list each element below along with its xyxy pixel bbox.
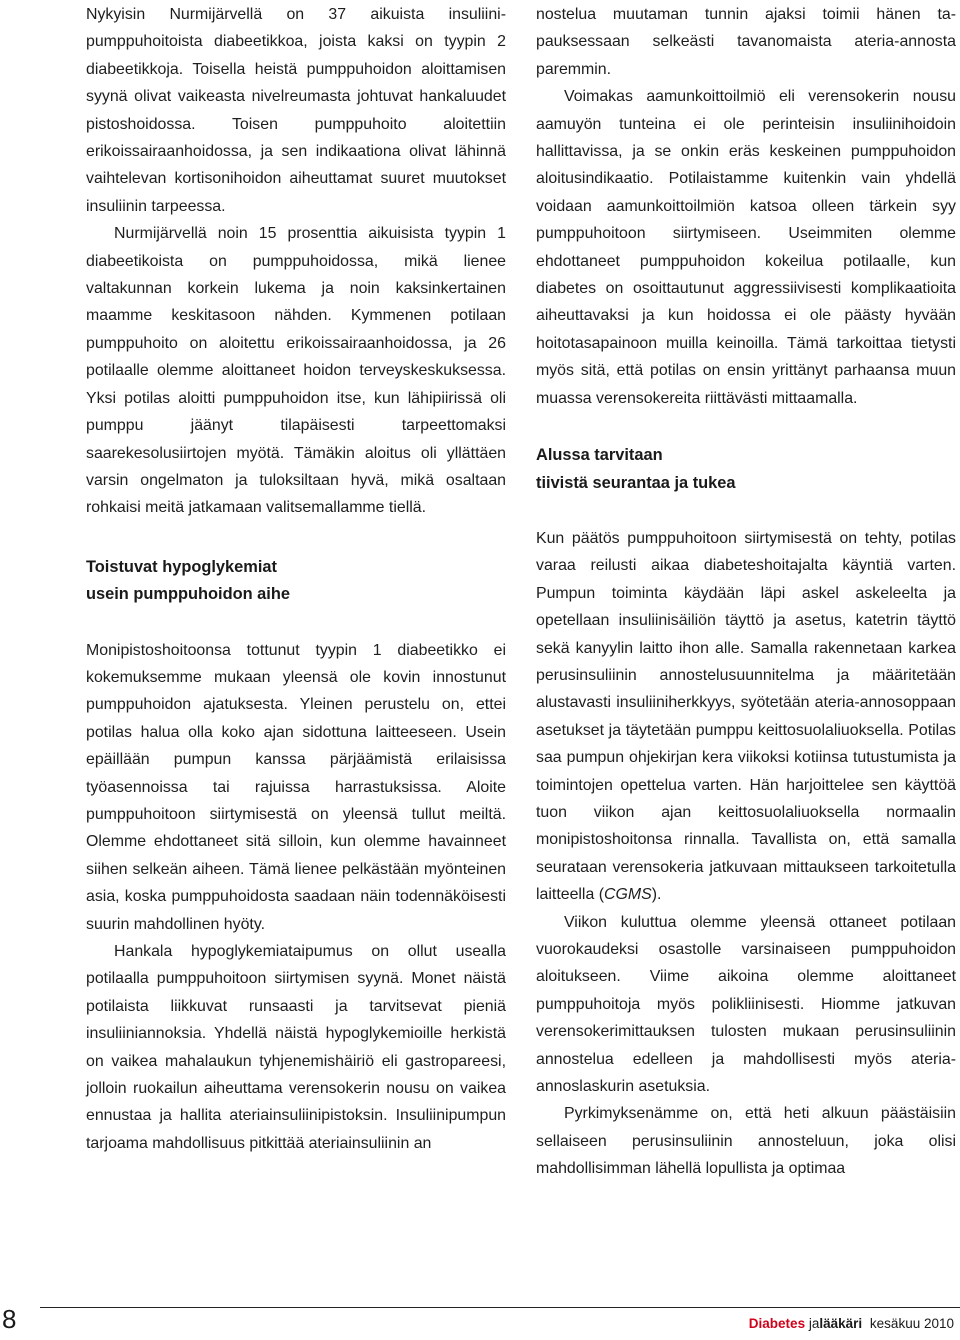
page-footer [0, 1302, 960, 1340]
paragraph: Voimakas aamunkoittoilmiö eli verensokerin nousu aamuyön tunteina ei ole perinteisin insuliinihoidoin hallittavissa, ja se onkin eräs keskeinen pumppuhoidon aloitusindikaatio. Potilaistamme kuitenkin vain yhdellä voidaan aamunkoittoilmiön katsoa olleen tärkein syy pumppuhoitoon siirtymiseen. Useimmiten olemme ehdottaneet pumppuhoidon kokeilua potilaalle, kun diabetes on osoittautunut aggressiivisesti komplikaatioita aiheuttavaksi ja kun hoidossa ei ole päästy hyvään hoitotasapainoon muilla keinoilla. Tämä tarkoittaa tietysti myös sitä, että potilas on ensin yrittänyt parhaansa muun muassa verensokereita riittävästi mittaamalla. [536, 88, 956, 407]
text-run: ). [651, 886, 662, 904]
heading-line: Alussa tarvitaan [536, 446, 663, 465]
heading-line: Toistuvat hypoglykemiat [86, 557, 277, 576]
paragraph: Hankala hypoglykemiataipumus on ollut usealla potilaalla pumppuhoitoon siirtymisen syynä. Monet näistä potilaista liikkuvat runsaasti ja tarvitsevat pieniä insuliiniannoksia. Yhdellä näistä hypoglykemioille herkistä on vaikea mahalaukun tyhjenemishäiriö eli gastropareesi, jolloin ruokailun aiheuttama verensokerin nousu on vaikea ennustaa ja hallita ateriainsuliinipistoksin. Insuliinipumpun tarjoama mahdollisuus pitkittää ateriainsuliinin an [86, 943, 506, 1152]
brand-ja: ja [808, 1316, 820, 1331]
issue-date: kesäkuu 2010 [869, 1316, 954, 1331]
paragraph: Nurmijärvellä noin 15 prosenttia aikuisista tyypin 1 diabeetikoista on pumppuhoidossa, mikä lienee valtakunnan korkein lukema ja noin kaksinkertainen maamme keskitasoon nähden. Kymmenen potilaan pumppuhoito on aloitettu erikoissairaanhoidossa, ja 26 potilaalle olemme aloittaneet hoidon terveyskeskuksessa. Yksi potilas aloitti pumppuhoidon itse, kun lähipiirissä oli pumppu jäänyt tilapäisesti tarpeettomaksi saarekesolusiirtojen myötä. Tämäkin aloitus oli yllättäen varsin ongelmaton ja tuloksiltaan hyvä, mikä osaltaan rohkaisi meitä jatkamaan valitsemallamme tiellä. [86, 225, 506, 517]
paragraph [536, 525, 956, 909]
text-run: Kun päätös pumppuhoitoon siirtymisestä on tehty, potilas varaa reilusti aikaa diabeteshoitajalta käyntiä varten. Pumpun toiminta käydään läpi askel askeleelta ja opetellaan insuliinisäiliön täyttö ja asetus, katetrin täyttö sekä kanyylin laitto ihon alle. Samalla rakennetaan karkea perusinsuliinin annostelusuunnitelma ja määritetään alustavasti insuliiniherkkyys, syötetään ateria-annosoppaan asetukset ja täytetään pumppu keittosuolaliuoksella. Potilas saa pumpun ohjekirjan kera viikoksi kotiinsa tutustumista ja toimintojen opettelua varten. Hän harjoittelee sen käyttöä tuon viikon ajan keittosuolaliuoksella normaalin monipistoshoitonsa rinnalla. Tavallista on, että samalla seurataan verensokeria jatkuvaan mittaukseen tarkoitetulla laitteella ( [536, 529, 956, 904]
journal-masthead [749, 1315, 954, 1333]
footer-rule [40, 1307, 960, 1308]
paragraph: Monipistoshoitoonsa tottunut tyypin 1 diabeetikko ei kokemuksemme mukaan yleensä ole kovin innostunut pumppuhoidon ajatuksesta. Yleinen perustelu on, ettei potilas halua olla koko ajan sidottuna laitteeseen. Usein epäillään pumpun kanssa pärjäämistä erilaisissa työasennoissa tai rajuissa harrastuksissa. Aloite pumppuhoitoon siirtymisestä on yleensä tullut meiltä. Olemme ehdottaneet sitä silloin, kun olemme havainneet siihen selkeän aiheen. Tämä lienee pelkästään myönteinen asia, koska pumppuhoidosta saadaan näin todennäköisesti suurin mahdollinen hyöty. [86, 641, 506, 933]
paragraph: Nykyisin Nurmijärvellä on 37 aikuista insuliinipumppuhoitoista diabeetikkoa, joista kaksi on tyypin 2 diabeetikkoja. Toisella heistä pumppuhoidon aloittamisen syynä olivat vaikeasta nivelreumasta johtuvat hankaluudet pistoshoidossa. Toisen pumppuhoito aloitettiin erikoissairaanhoidossa, ja sen indikaationa olivat lähinnä vaihtelevan kortisonihoidon aiheuttamat suuret muutokset insuliinin tarpeessa. [86, 6, 506, 215]
right-column [536, 0, 956, 1183]
paragraph: Viikon kuluttua olemme yleensä ottaneet potilaan vuorokaudeksi osastolle varsinaiseen pumppuhoidon aloitukseen. Viime aikoina olemme aloittaneet pumppuhoitoja myös polikliinisesti. Hiomme jatkuvan verensokerimittauksen tulosten mukaan perusinsuliinin annostelua edelleen ja mahdollisesti myös ateria-annoslaskurin asetuksia. [536, 913, 956, 1096]
left-column [86, 0, 506, 1157]
heading-line: tiivistä seurantaa ja tukea [536, 473, 736, 492]
paragraph: Pyrkimyksenämme on, että heti alkuun päästäisiin sellaiseen perusinsuliinin annosteluun, joka olisi mahdollisimman lähellä lopullista ja optimaa [536, 1105, 956, 1178]
section-heading [86, 554, 506, 609]
brand-laakari: lääkäri [819, 1316, 863, 1331]
heading-line: usein pumppuhoidon aihe [86, 585, 290, 604]
page-number: 8 [2, 1304, 17, 1334]
brand-diabetes: Diabetes [748, 1316, 806, 1331]
paragraph: nostelua muutaman tunnin ajaksi toimii hänen tapauksessaan selkeästi tavanomaista ateria-annosta paremmin. [536, 6, 956, 78]
section-heading [536, 442, 956, 497]
italic-term: CGMS [604, 886, 652, 904]
